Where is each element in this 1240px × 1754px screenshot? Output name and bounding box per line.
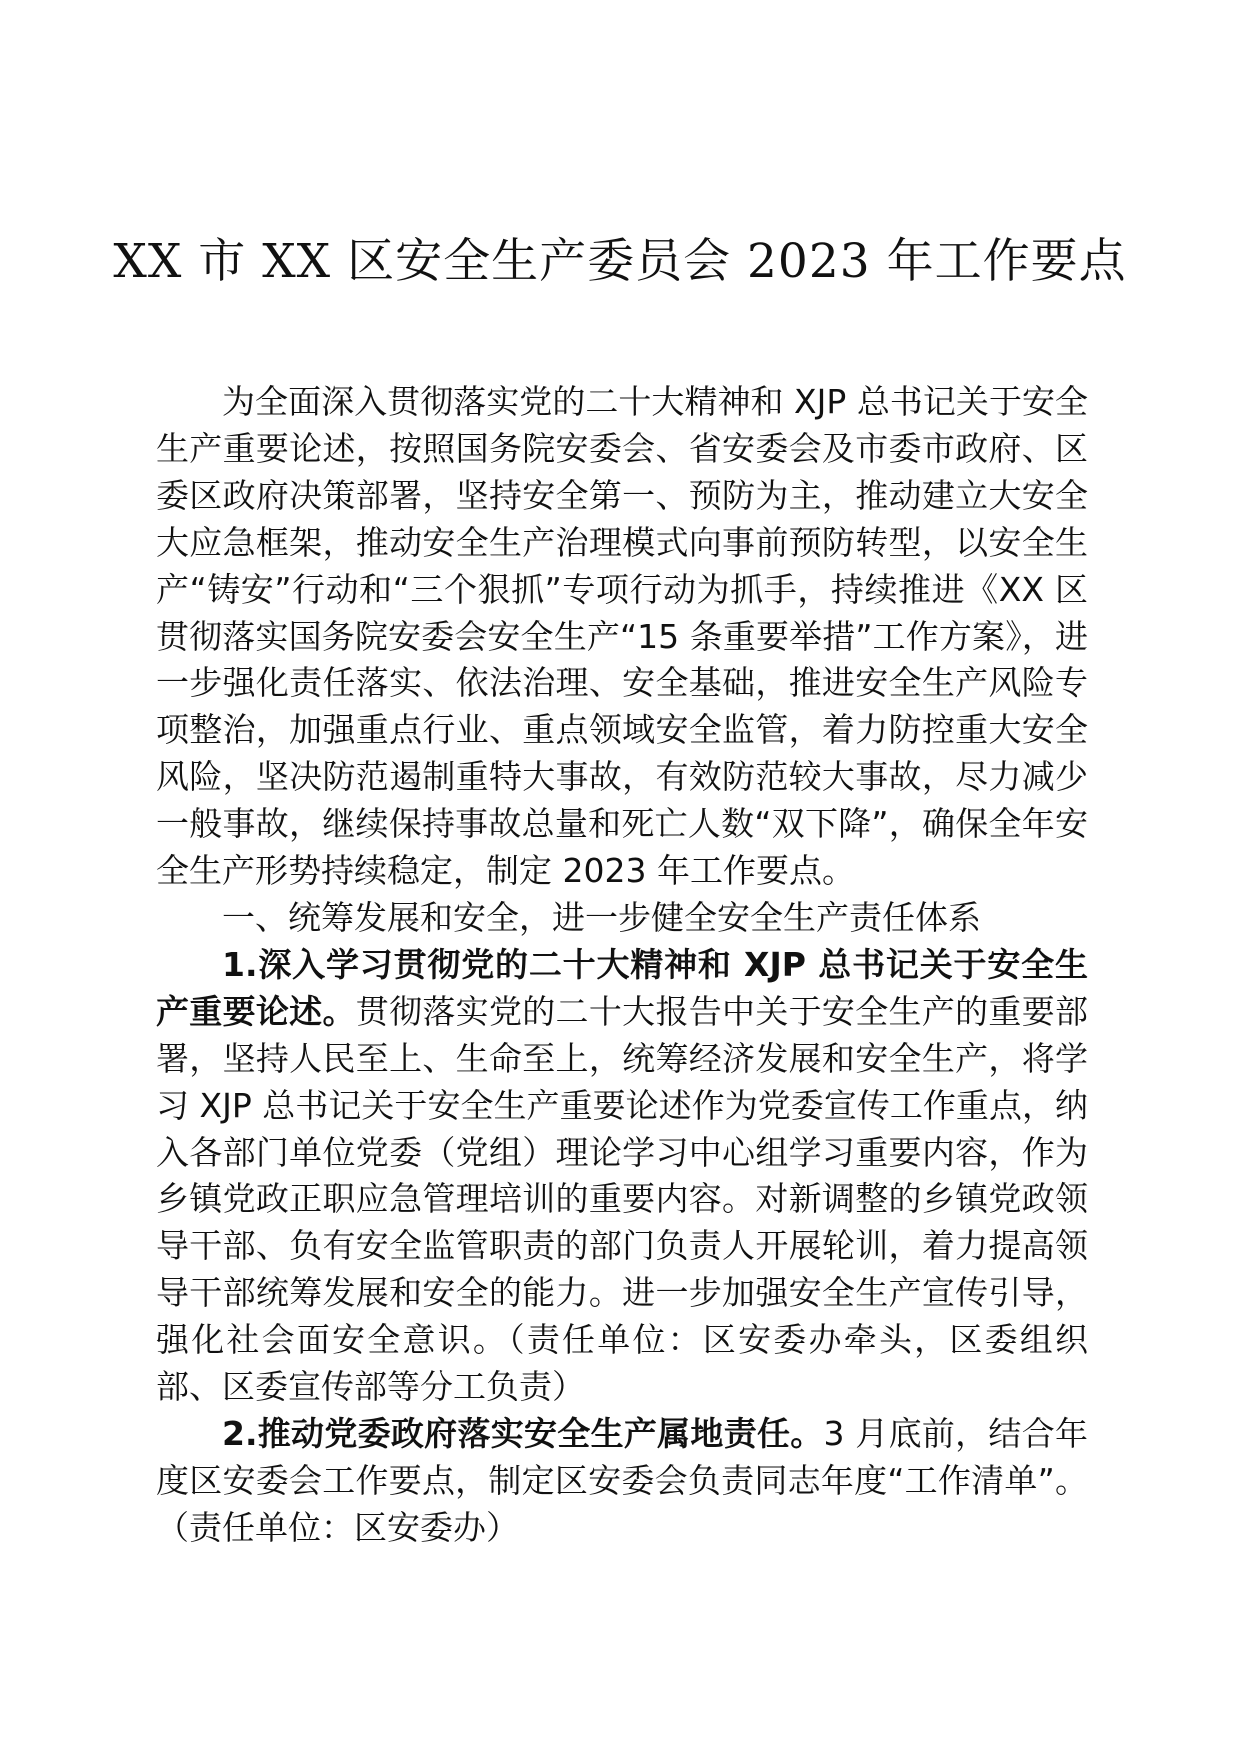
section-heading: 一、统筹发展和安全，进一步健全安全生产责任体系 — [222, 897, 981, 937]
document-body — [156, 379, 1088, 1552]
item-1-lead: 1.深入学习贯彻党的二十大精神和 XJP 总书记关于安全生产重要论述。 — [156, 944, 1088, 1031]
item-2-paragraph — [156, 1411, 1088, 1552]
item-1-paragraph — [156, 942, 1088, 1411]
item-2-body: 3 月底前，结合年度区安委会工作要点，制定区安委会负责同志年度“工作清单”。（责任单位：区安委办） — [156, 1413, 1088, 1547]
item-2-lead: 2.推动党委政府落实安全生产属地责任。 — [222, 1413, 824, 1453]
document-title: XX 市 XX 区安全生产委员会 2023 年工作要点 — [113, 234, 1127, 289]
item-1-body: 贯彻落实党的二十大报告中关于安全生产的重要部署，坚持人民至上、生命至上，统筹经济发展和安全生产，将学习 XJP 总书记关于安全生产重要论述作为党委宣传工作重点，纳入各部门单位党委（党组）理论学习中心组学习重要内容，作为乡镇党政正职应急管理培训的重要内容。对新调整的乡镇党政领导干部、负有安全监管职责的部门负责人开展轮训，着力提高领导干部统筹发展和安全的能力。进一步加强安全生产宣传引导，强化社会面安全意识。（责任单位：区安委办牵头，区委组织部、区委宣传部等分工负责） — [156, 991, 1089, 1407]
intro-paragraph: 为全面深入贯彻落实党的二十大精神和 XJP 总书记关于安全生产重要论述，按照国务院安委会、省安委会及市委市政府、区委区政府决策部署，坚持安全第一、预防为主，推动建立大安全大应急框架，推动安全生产治理模式向事前预防转型，以安全生产“铸安”行动和“三个狠抓”专项行动为抓手，持续推进《XX 区贯彻落实国务院安委会安全生产“15 条重要举措”工作方案》，进一步强化责任落实、依法治理、安全基础，推进安全生产风险专项整治，加强重点行业、重点领域安全监管，着力防控重大安全风险，坚决防范遏制重特大事故，有效防范较大事故，尽力减少一般事故，继续保持事故总量和死亡人数“双下降”，确保全年安全生产形势持续稳定，制定 2023 年工作要点。 — [156, 382, 1088, 891]
